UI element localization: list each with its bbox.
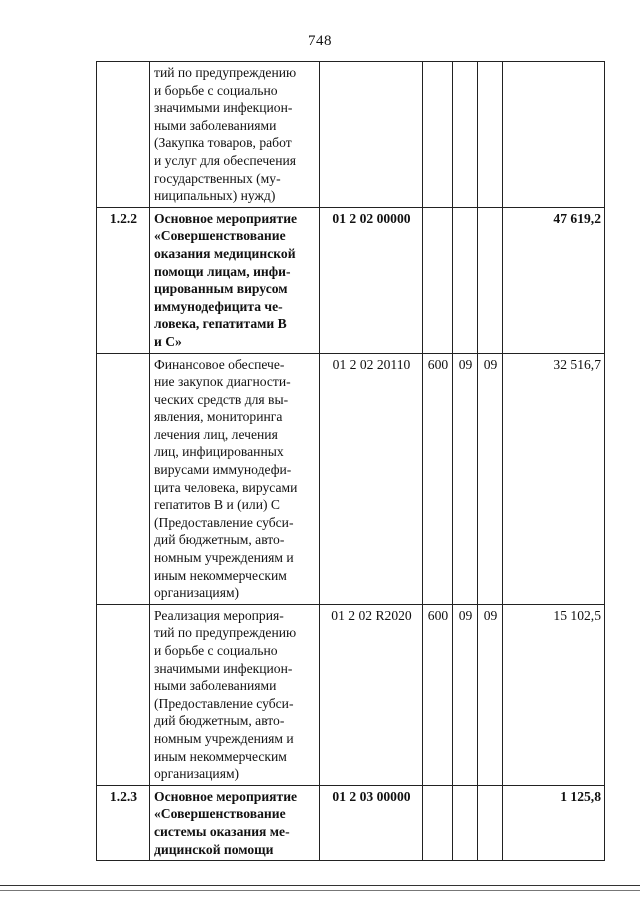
item-name-line: номным учреждениям и	[154, 550, 294, 566]
amount-cell: 47 619,2	[503, 207, 605, 353]
amount-cell	[503, 62, 605, 208]
item-name-line: (Предоставление субси-	[154, 695, 294, 711]
expense-type-cell	[423, 207, 453, 353]
table-row	[97, 207, 605, 353]
table-row	[97, 785, 605, 860]
item-name-line: (Закупка товаров, работ	[154, 135, 292, 151]
item-name-line: и борьбе с социально	[154, 643, 278, 658]
target-code-cell: 01 2 02 20110	[320, 353, 423, 604]
amount-cell: 32 516,7	[503, 353, 605, 604]
item-name-line: ловека, гепатитами В	[154, 316, 287, 332]
subsection-cell	[478, 785, 503, 860]
item-name-line: «Совершенствование	[154, 228, 286, 244]
footer-rule	[0, 885, 640, 886]
target-code-cell: 01 2 02 R2020	[320, 604, 423, 785]
expense-type-cell	[423, 62, 453, 208]
item-name-line: ние закупок диагности-	[154, 374, 291, 390]
section-cell: 09	[453, 604, 478, 785]
item-name-line: и борьбе с социально	[154, 82, 278, 98]
item-name-line: Реализация мероприя-	[154, 607, 284, 623]
budget-table	[96, 61, 605, 861]
item-name-line: организациям)	[154, 766, 240, 782]
section-cell	[453, 785, 478, 860]
item-name-line: системы оказания ме-	[154, 823, 290, 839]
item-name-line: Финансовое обеспече-	[154, 356, 285, 372]
item-name-line: государственных (му-	[154, 170, 281, 186]
item-name-line: гепатитов В и (или) С	[154, 497, 280, 513]
item-name-cell	[150, 62, 320, 208]
page-number: 748	[308, 33, 332, 49]
amount-cell: 1 125,8	[503, 785, 605, 860]
item-name-line: вирусами иммунодефи-	[154, 462, 292, 478]
target-code-cell: 01 2 02 00000	[320, 207, 423, 353]
item-name-line: и С»	[154, 333, 182, 349]
item-name-line: ниципальных) нужд)	[154, 188, 276, 204]
item-name-line: цита человека, вирусами	[154, 479, 298, 495]
item-name-line: тий по предупреждению	[154, 625, 297, 641]
section-cell	[453, 62, 478, 208]
item-name-cell	[150, 207, 320, 353]
item-name-line: оказания медицинской	[154, 245, 296, 261]
item-name-line: дий бюджетным, авто-	[154, 532, 285, 548]
row-number-cell	[97, 62, 150, 208]
subsection-cell	[478, 62, 503, 208]
item-name-line: лечения лиц, лечения	[154, 426, 278, 442]
subsection-cell: 09	[478, 604, 503, 785]
subsection-cell: 09	[478, 353, 503, 604]
item-name-line: значимыми инфекцион-	[154, 660, 293, 676]
item-name-line: значимыми инфекцион-	[154, 100, 293, 116]
table-row	[97, 604, 605, 785]
item-name-line: иным некоммерческим	[154, 748, 287, 764]
row-number-cell: 1.2.3	[97, 785, 150, 860]
item-name-line: иммунодефицита че-	[154, 298, 283, 314]
item-name-line: Основное мероприятие	[154, 210, 298, 226]
item-name-line: явления, мониторинга	[154, 409, 283, 425]
expense-type-cell: 600	[423, 604, 453, 785]
item-name-line: номным учреждениям и	[154, 730, 294, 746]
target-code-cell: 01 2 03 00000	[320, 785, 423, 860]
item-name-cell	[150, 785, 320, 860]
item-name-line: дий бюджетным, авто-	[154, 713, 285, 729]
item-name-cell	[150, 604, 320, 785]
expense-type-cell	[423, 785, 453, 860]
item-name-line: цированным вирусом	[154, 281, 288, 297]
expense-type-cell: 600	[423, 353, 453, 604]
table-row	[97, 353, 605, 604]
item-name-line: тий по предупреждению	[154, 65, 297, 80]
item-name-line: лиц, инфицированных	[154, 444, 284, 460]
item-name-line: организациям)	[154, 585, 240, 601]
item-name-line: и услуг для обеспечения	[154, 152, 296, 168]
target-code-cell	[320, 62, 423, 208]
item-name-line: ными заболеваниями	[154, 117, 277, 133]
row-number-cell	[97, 604, 150, 785]
table-row	[97, 62, 605, 208]
subsection-cell	[478, 207, 503, 353]
item-name-line: ческих средств для вы-	[154, 391, 289, 407]
item-name-line: ными заболеваниями	[154, 678, 277, 694]
item-name-line: помощи лицам, инфи-	[154, 263, 291, 279]
item-name-line: Основное мероприятие	[154, 788, 298, 804]
amount-cell: 15 102,5	[503, 604, 605, 785]
footer-rule-secondary	[0, 890, 640, 891]
row-number-cell	[97, 353, 150, 604]
item-name-line: (Предоставление субси-	[154, 514, 294, 530]
section-cell: 09	[453, 353, 478, 604]
row-number-cell: 1.2.2	[97, 207, 150, 353]
item-name-line: дицинской помощи	[154, 841, 274, 857]
item-name-line: «Совершенствование	[154, 806, 286, 822]
item-name-cell	[150, 353, 320, 604]
item-name-line: иным некоммерческим	[154, 567, 287, 583]
section-cell	[453, 207, 478, 353]
